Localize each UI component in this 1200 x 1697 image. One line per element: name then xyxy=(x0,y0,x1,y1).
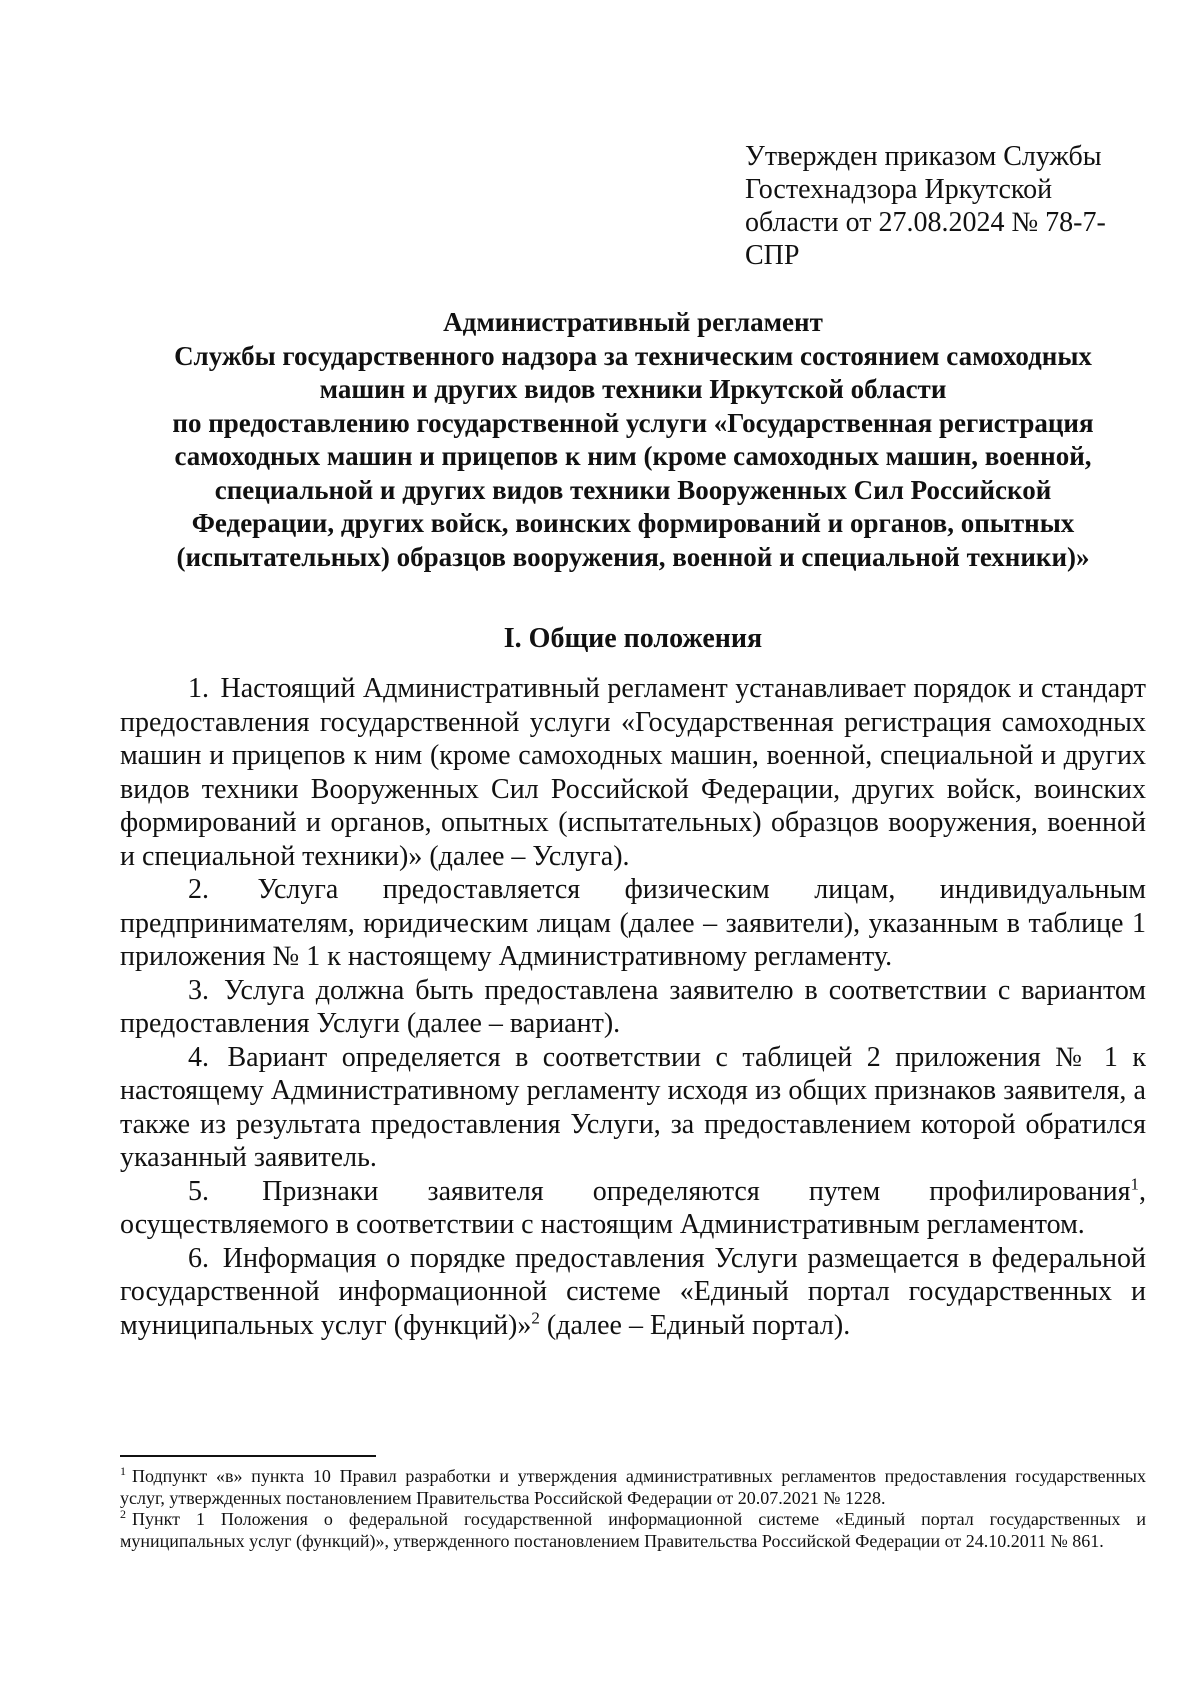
paragraph-number: 5. xyxy=(188,1175,209,1207)
section-heading: I. Общие положения xyxy=(503,623,763,654)
approval-line: СПР xyxy=(745,240,800,271)
title-line: машин и других видов техники Иркутской области xyxy=(319,374,947,404)
paragraph-text-continued: , осуществляемого в соответствии с настоящим Административным регламентом. xyxy=(120,1175,1147,1240)
title-line: по предоставлению государственной услуги «Государственная регистрация xyxy=(172,407,1094,438)
paragraph-text-continued: (далее – Единый портал). xyxy=(539,1309,851,1341)
paragraph-5 xyxy=(120,1175,1146,1242)
footnote-text: Подпункт «в» пункта 10 Правил разработки и утверждения административных регламентов предоставления государственных услуг, утвержденных постановлением Правительства Российской Федерации от 20.07.2021 № 1228. xyxy=(120,1466,1146,1508)
paragraph-number: 2. xyxy=(188,874,209,905)
title-line: Административный регламент xyxy=(443,307,823,337)
title-line: специальной и других видов техники Вооруженных Сил Российской xyxy=(214,474,1052,505)
footnote-reference[interactable]: 1 xyxy=(1130,1174,1140,1194)
footnote-text: Пункт 1 Положения о федеральной государственной информационной системе «Единый портал государственных и муниципальных услуг (функций)», утвержденного постановлением Правительства Российской Федерации от 24.10.2011 № 861. xyxy=(120,1509,1146,1551)
title-line: Службы государственного надзора за техническим состоянием самоходных xyxy=(174,340,1092,371)
paragraph-3 xyxy=(120,974,1146,1041)
approval-line: области от 27.08.2024 № 78-7- xyxy=(745,207,1106,238)
title-line: самоходных машин и прицепов к ним (кроме самоходных машин, военной, xyxy=(174,441,1092,471)
footnote-marker: 2 xyxy=(120,1507,126,1521)
approval-line: Гостехнадзора Иркутской xyxy=(745,174,1053,205)
title-line: Федерации, других войск, воинских формирований и органов, опытных xyxy=(191,508,1075,538)
paragraph-text: Информация о порядке предоставления Услуги размещается в федеральной государственной информационной системе «Единый портал государственных и муниципальных услуг (функций)» xyxy=(120,1242,1146,1341)
paragraph-text: Вариант определяется в соответствии с таблицей 2 приложения № 1 к настоящему Административному регламенту исходя из общих признаков заявителя, а также из результата предоставления Услуги, за предоставлением которой обратился указанный заявитель. xyxy=(120,1041,1146,1173)
paragraph-text: Признаки заявителя определяются путем профилирования xyxy=(262,1175,1131,1207)
paragraph-number: 1. xyxy=(188,673,209,704)
paragraph-1 xyxy=(120,672,1146,873)
paragraph-2 xyxy=(120,873,1146,974)
paragraph-text: Услуга предоставляется физическим лицам, индивидуальным предпринимателям, юридическим лицам (далее – заявители), указанным в таблице 1 приложения № 1 к настоящему Административному регламенту. xyxy=(120,874,1147,972)
footnote-2 xyxy=(120,1509,1146,1552)
document-title xyxy=(120,306,1146,574)
section-body xyxy=(120,672,1146,1342)
footnote-reference[interactable]: 2 xyxy=(531,1308,540,1328)
approval-line: Утвержден приказом Службы xyxy=(745,141,1102,172)
footnote-1 xyxy=(120,1466,1146,1509)
title-line: (испытательных) образцов вооружения, военной и специальной техники)» xyxy=(176,541,1090,572)
footnotes xyxy=(120,1466,1146,1552)
paragraph-text: Услуга должна быть предоставлена заявителю в соответствии с вариантом предоставления Услуги (далее – вариант). xyxy=(120,974,1147,1039)
footnote-separator xyxy=(120,1455,376,1457)
approval-stamp xyxy=(745,140,1125,272)
paragraph-number: 3. xyxy=(188,974,209,1006)
paragraph-6 xyxy=(120,1242,1146,1343)
paragraph-text: Настоящий Административный регламент устанавливает порядок и стандарт предоставления государственной услуги «Государственная регистрация самоходных машин и прицепов к ним (кроме самоходных машин, военной, специальной и других видов техники Вооруженных Сил Российской Федерации, других войск, воинских формирований и органов, опытных (испытательных) образцов вооружения, военной и специальной техники)» (далее – Услуга). xyxy=(120,673,1146,872)
paragraph-number: 6. xyxy=(188,1242,209,1274)
footnote-marker: 1 xyxy=(120,1464,126,1478)
paragraph-number: 4. xyxy=(188,1041,209,1073)
paragraph-4 xyxy=(120,1041,1146,1175)
